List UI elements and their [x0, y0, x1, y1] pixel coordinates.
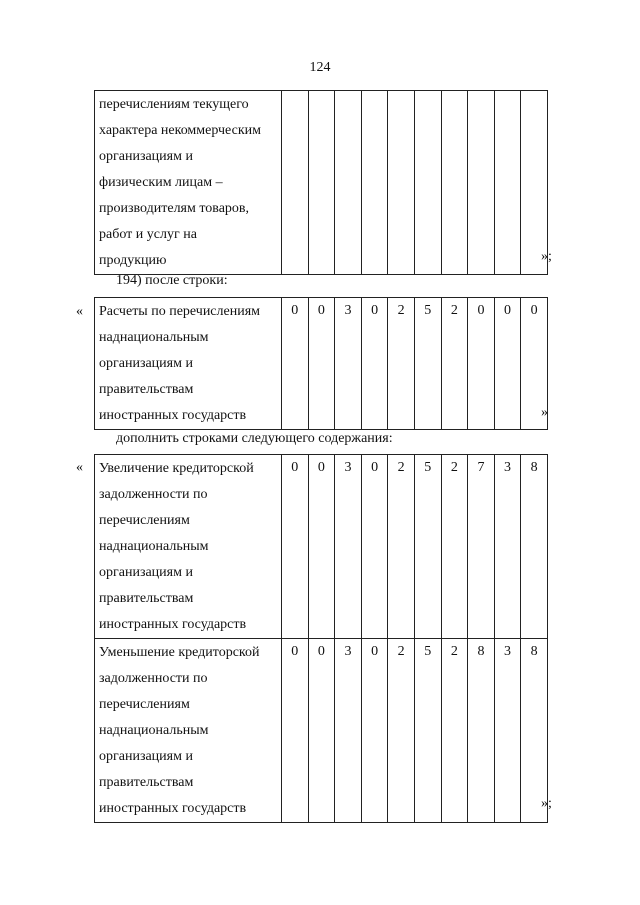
- table-row: [95, 455, 548, 639]
- code-digit: 5: [414, 455, 441, 639]
- description-line: организациям и: [99, 356, 193, 371]
- description-line: правительствам: [99, 775, 194, 790]
- code-cell: [361, 91, 388, 275]
- code-digit: 0: [494, 298, 521, 430]
- description-line: продукцию: [99, 253, 167, 268]
- description-line: организациям и: [99, 749, 193, 764]
- code-cell: [441, 91, 468, 275]
- description-line: правительствам: [99, 382, 194, 397]
- code-digit: 0: [282, 639, 309, 823]
- description-line: перечислениям: [99, 697, 190, 712]
- code-digit: 0: [468, 298, 495, 430]
- description-line: физическим лицам –: [99, 175, 223, 190]
- code-digit: 2: [388, 455, 415, 639]
- row-description: [95, 639, 282, 823]
- code-cell: [335, 91, 362, 275]
- code-digit: 7: [468, 455, 495, 639]
- closing-quote: »: [541, 405, 548, 420]
- code-digit: 0: [308, 298, 335, 430]
- description-line: наднациональным: [99, 723, 209, 738]
- table-original-row: [94, 297, 548, 430]
- code-digit: 0: [282, 298, 309, 430]
- description-line: Увеличение кредиторской: [99, 461, 254, 476]
- description-line: работ и услуг на: [99, 227, 197, 242]
- code-digit: 0: [282, 455, 309, 639]
- description-line: задолженности по: [99, 487, 208, 502]
- paragraph-194: 194) после строки:: [116, 273, 228, 288]
- code-digit: 2: [388, 639, 415, 823]
- code-digit: 0: [521, 298, 548, 430]
- code-digit: 0: [308, 455, 335, 639]
- code-cell: [521, 91, 548, 275]
- code-digit: 0: [308, 639, 335, 823]
- code-digit: 2: [441, 298, 468, 430]
- code-cell: [308, 91, 335, 275]
- row-description: [95, 91, 282, 275]
- description-line: иностранных государств: [99, 408, 247, 423]
- description-line: задолженности по: [99, 671, 208, 686]
- code-digit: 3: [494, 455, 521, 639]
- table-continuation: [94, 90, 548, 275]
- opening-quote: «: [76, 304, 83, 319]
- code-digit: 8: [468, 639, 495, 823]
- description-line: иностранных государств: [99, 801, 247, 816]
- code-cell: [282, 91, 309, 275]
- code-digit: 3: [335, 298, 362, 430]
- code-digit: 3: [335, 639, 362, 823]
- table-row: [95, 639, 548, 823]
- code-digit: 5: [414, 639, 441, 823]
- code-digit: 3: [494, 639, 521, 823]
- opening-quote: «: [76, 460, 83, 475]
- code-digit: 8: [521, 455, 548, 639]
- code-digit: 2: [441, 639, 468, 823]
- description-line: организациям и: [99, 565, 193, 580]
- page-number: 124: [309, 60, 331, 75]
- row-description: [95, 298, 282, 430]
- code-digit: 8: [521, 639, 548, 823]
- code-digit: 0: [361, 455, 388, 639]
- code-cell: [468, 91, 495, 275]
- description-line: правительствам: [99, 591, 194, 606]
- description-line: перечислениям текущего: [99, 97, 249, 112]
- code-digit: 2: [441, 455, 468, 639]
- description-line: наднациональным: [99, 539, 209, 554]
- description-line: Уменьшение кредиторской: [99, 645, 260, 660]
- code-digit: 0: [361, 298, 388, 430]
- closing-quote: »;: [541, 796, 552, 811]
- code-digit: 2: [388, 298, 415, 430]
- description-line: наднациональным: [99, 330, 209, 345]
- description-line: иностранных государств: [99, 617, 247, 632]
- table-row: [95, 91, 548, 275]
- code-digit: 5: [414, 298, 441, 430]
- description-line: характера некоммерческим: [99, 123, 261, 138]
- code-cell: [414, 91, 441, 275]
- table-row: [95, 298, 548, 430]
- code-digit: 3: [335, 455, 362, 639]
- description-line: производителям товаров,: [99, 201, 250, 216]
- closing-quote: »;: [541, 249, 552, 264]
- code-cell: [388, 91, 415, 275]
- code-digit: 0: [361, 639, 388, 823]
- paragraph-append: дополнить строками следующего содержания:: [116, 431, 393, 446]
- description-line: Расчеты по перечислениям: [99, 304, 261, 319]
- code-cell: [494, 91, 521, 275]
- description-line: организациям и: [99, 149, 193, 164]
- table-new-rows: [94, 454, 548, 823]
- description-line: перечислениям: [99, 513, 190, 528]
- row-description: [95, 455, 282, 639]
